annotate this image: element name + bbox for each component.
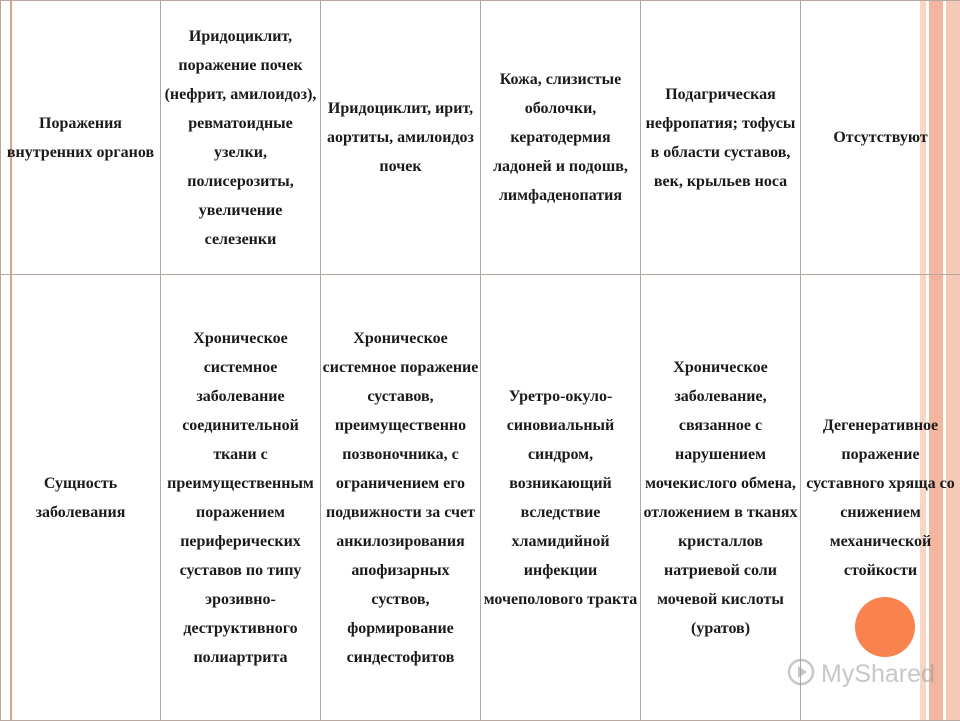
table-cell: Хроническое заболевание, связанное с нарушением мочекислого обмена, отложением в тканях кристаллов натриевой соли мочевой кислоты (уратов) <box>641 275 801 721</box>
table-cell: Отсутствуют <box>801 1 960 275</box>
table-row <box>1 1 960 275</box>
table-cell: Кожа, слизистые оболочки, кератодермия ладоней и подошв, лимфаденопатия <box>481 1 641 275</box>
table-cell: Дегенеративное поражение суставного хряща со снижением механической стойкости <box>801 275 960 721</box>
row-header: Поражения внутренних органов <box>1 1 161 275</box>
table-cell: Хроническое системное поражение суставов, преимущественно позвоночника, с ограничением его подвижности за счет анкилозирования апофизарных суствов, формирование синдестофитов <box>321 275 481 721</box>
watermark-text: MyShared <box>821 660 935 689</box>
watermark <box>787 654 935 694</box>
decor-circle <box>855 597 915 657</box>
play-logo-icon <box>787 658 815 691</box>
table-cell: Иридоциклит, поражение почек (нефрит, амилоидоз), ревматоидные узелки, полисерозиты, увеличение селезенки <box>161 1 321 275</box>
table-cell: Уретро-окуло-синовиальный синдром, возникающий вследствие хламидийной инфекции мочеполового тракта <box>481 275 641 721</box>
table-cell: Хроническое системное заболевание соединительной ткани с преимущественным поражением периферических суставов по типу эрозивно-деструктивного полиартрита <box>161 275 321 721</box>
table-cell: Иридоциклит, ирит, аортиты, амилоидоз почек <box>321 1 481 275</box>
table-cell: Подагрическая нефропатия; тофусы в области суставов, век, крыльев носа <box>641 1 801 275</box>
row-header: Сущность заболевания <box>1 275 161 721</box>
